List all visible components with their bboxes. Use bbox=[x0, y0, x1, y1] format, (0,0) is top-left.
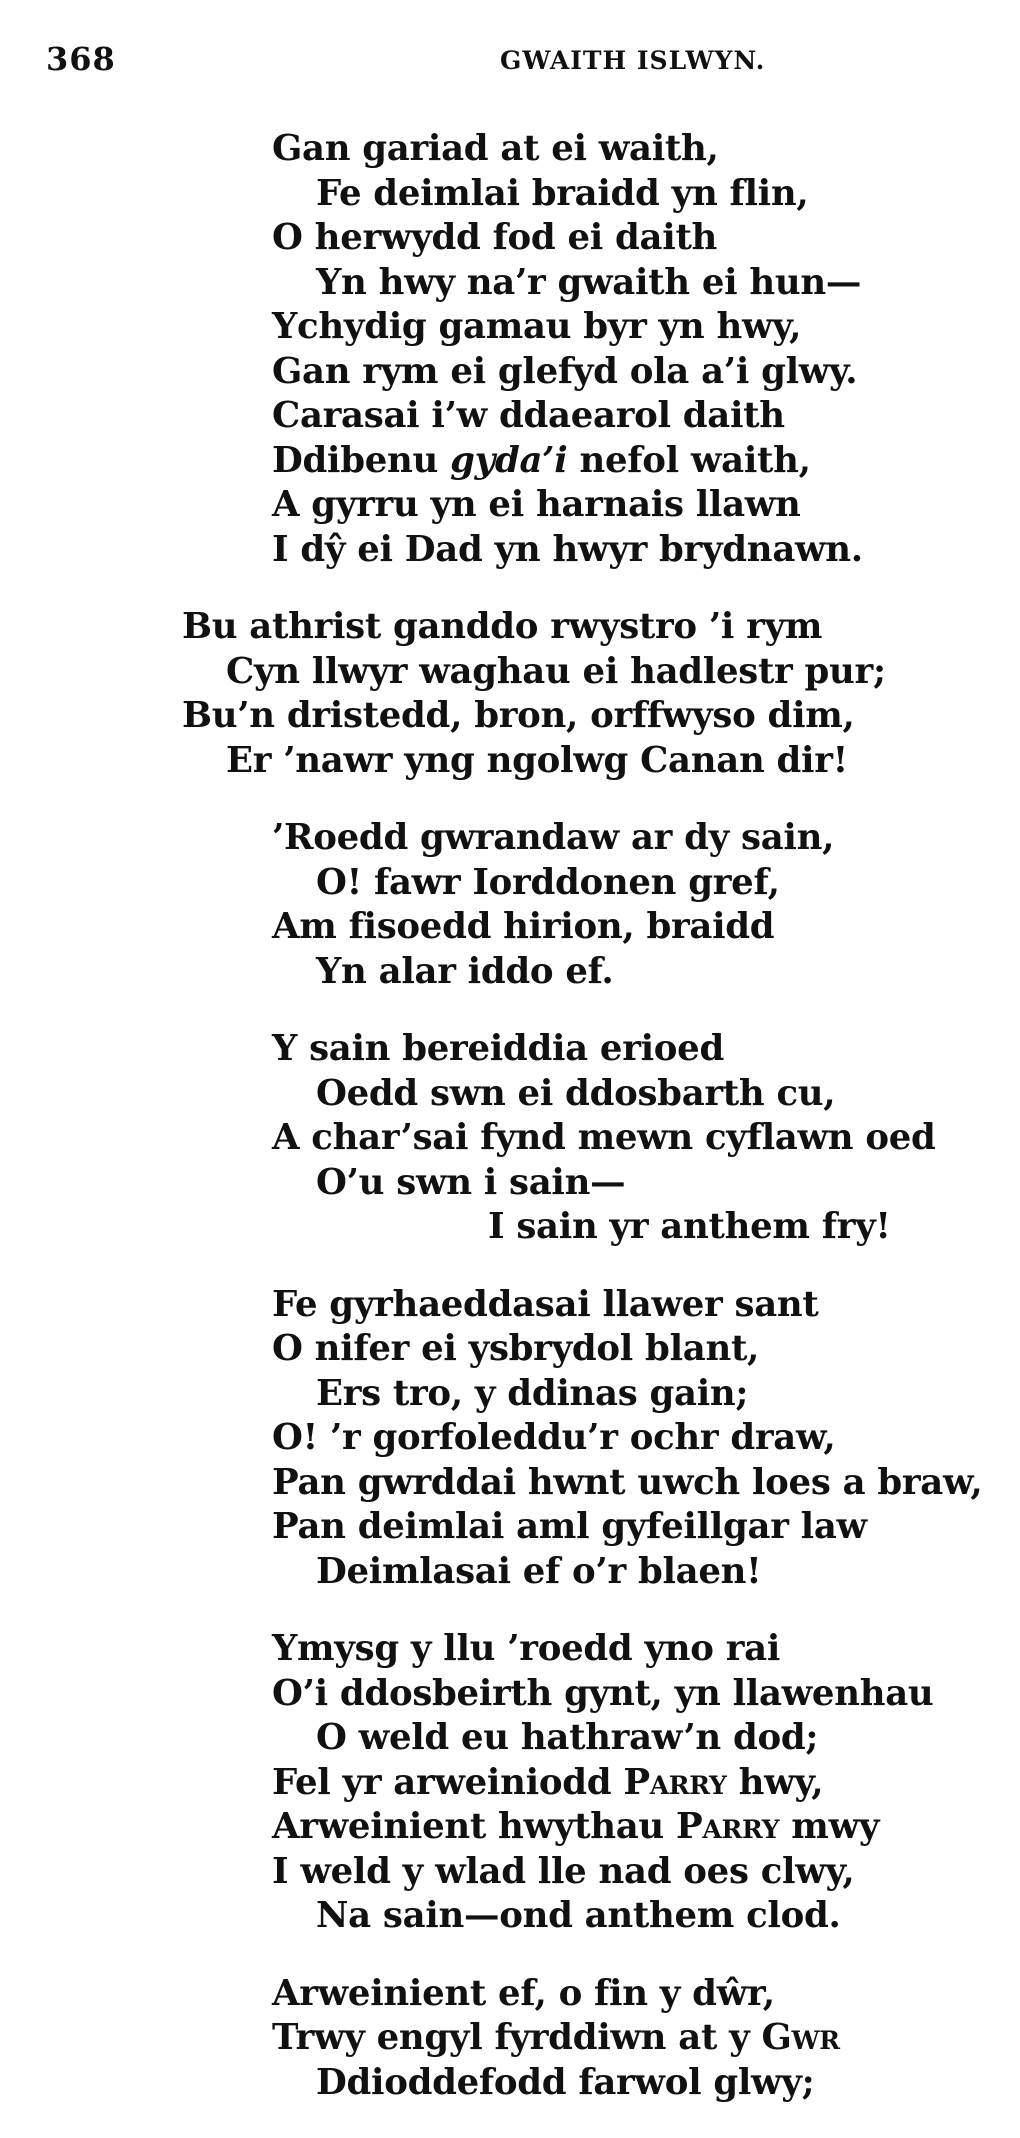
verse-line: I dŷ ei Dad yn hwyr brydnawn. bbox=[272, 528, 863, 570]
verse-text: hwy, bbox=[726, 1761, 824, 1803]
verse-line: Gan gariad at ei waith, bbox=[272, 128, 719, 169]
verse-line: Bu athrist ganddo rwystro ’i rym bbox=[182, 606, 823, 647]
verse-line: Oedd swn ei ddosbarth cu, bbox=[316, 1072, 836, 1114]
verse-line bbox=[0, 1761, 1020, 1806]
stanza-7 bbox=[0, 1972, 1020, 2106]
verse-line bbox=[0, 439, 1020, 484]
verse-line: O! fawr Iorddonen gref, bbox=[316, 861, 780, 903]
verse-text: Fel yr arweiniodd bbox=[272, 1761, 624, 1803]
stanza-6 bbox=[0, 1627, 1020, 1939]
verse-line: Fe deimlai braidd yn flin, bbox=[316, 172, 809, 214]
verse-line: O weld eu hathraw’n dod; bbox=[316, 1717, 819, 1758]
verse-line: Y sain bereiddia erioed bbox=[272, 1028, 724, 1069]
verse-line: O! ’r gorfoleddu’r ochr draw, bbox=[272, 1417, 836, 1458]
verse-text: Arweinient hwythau bbox=[272, 1806, 677, 1847]
stanza-3 bbox=[0, 816, 1020, 994]
verse-line: O herwydd fod ei daith bbox=[272, 217, 718, 258]
verse-line: ’Roedd gwrandaw ar dy sain, bbox=[272, 817, 835, 858]
verse-text: Trwy engyl fyrddiwn at y bbox=[272, 2017, 762, 2058]
verse-line: Na sain—ond anthem clod. bbox=[316, 1895, 841, 1936]
verse-line: Pan gwrddai hwnt uwch loes a braw, bbox=[272, 1461, 983, 1503]
verse-line: Bu’n dristedd, bron, orffwyso dim, bbox=[182, 695, 855, 736]
verse-line: Ymysg y llu ’roedd yno rai bbox=[272, 1628, 781, 1669]
stanza-5 bbox=[0, 1283, 1020, 1595]
verse-line: Yn hwy na’r gwaith ei hun— bbox=[316, 261, 862, 303]
verse-text: Ddibenu bbox=[272, 439, 451, 481]
stanza-2 bbox=[0, 605, 1020, 783]
verse-line: Cyn llwyr waghau ei hadlestr pur; bbox=[226, 650, 886, 692]
verse-line: I sain yr anthem fry! bbox=[488, 1206, 891, 1247]
verse-line: O’i ddosbeirth gynt, yn llawenhau bbox=[272, 1672, 934, 1714]
verse-line: Carasai i’w ddaearol daith bbox=[272, 395, 785, 436]
verse-line: Am fisoedd hirion, braidd bbox=[272, 906, 775, 947]
verse-line: Fe gyrhaeddasai llawer sant bbox=[272, 1283, 819, 1325]
verse-line: O’u swn i sain— bbox=[316, 1161, 626, 1203]
small-caps-name: Gwr bbox=[761, 2017, 840, 2058]
verse-line: Pan deimlai aml gyfeillgar law bbox=[272, 1506, 867, 1547]
verse-line: Er ’nawr yng ngolwg Canan dir! bbox=[226, 739, 848, 781]
verse-line bbox=[0, 1805, 1020, 1850]
verse-line bbox=[0, 2016, 1020, 2061]
verse-line: Ers tro, y ddinas gain; bbox=[316, 1372, 749, 1414]
verse-line: Yn alar iddo ef. bbox=[316, 950, 614, 992]
verse-line: Gan rym ei glefyd ola a’i glwy. bbox=[272, 350, 858, 392]
verse-line: I weld y wlad lle nad oes clwy, bbox=[272, 1850, 855, 1892]
running-title: GWAITH ISLWYN. bbox=[500, 46, 766, 75]
stanza-1 bbox=[0, 127, 1020, 572]
poem bbox=[0, 127, 1020, 2138]
verse-line: Ychydig gamau byr yn hwy, bbox=[272, 306, 802, 347]
verse-line: A gyrru yn ei harnais llawn bbox=[272, 484, 801, 525]
stanza-4 bbox=[0, 1027, 1020, 1250]
verse-text: nefol waith, bbox=[567, 439, 811, 481]
page-number: 368 bbox=[46, 40, 116, 78]
small-caps-name: Parry bbox=[623, 1761, 727, 1803]
verse-line: Arweinient ef, o fin y dŵr, bbox=[272, 1972, 775, 2014]
verse-line: O nifer ei ysbrydol blant, bbox=[272, 1328, 760, 1369]
small-caps-name: Parry bbox=[676, 1806, 780, 1847]
verse-text: mwy bbox=[779, 1806, 880, 1847]
verse-line: Ddioddefodd farwol glwy; bbox=[316, 2061, 815, 2103]
verse-line: A char’sai fynd mewn cyflawn oed bbox=[272, 1117, 936, 1158]
page-header bbox=[0, 40, 1020, 80]
verse-line: Deimlasai ef o’r blaen! bbox=[316, 1550, 762, 1592]
italic-word: gyda’i bbox=[450, 439, 568, 481]
